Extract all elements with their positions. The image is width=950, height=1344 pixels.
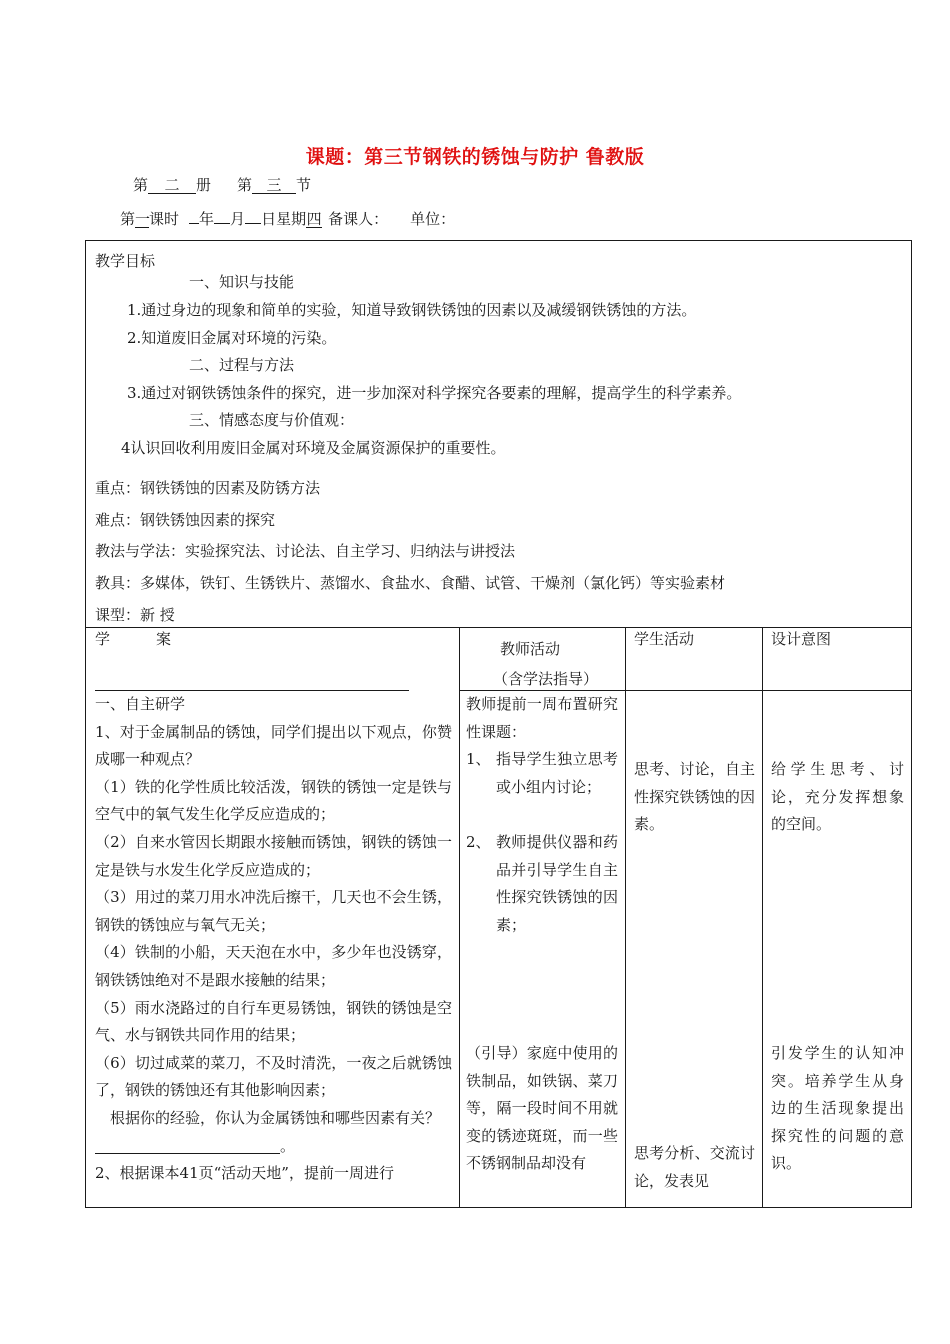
difficulty: 难点：钢铁锈蚀因素的探究	[95, 511, 276, 529]
col-divider-2	[625, 627, 626, 1208]
col2-teacher-intro: 教师提前一周布置研究性课题：	[466, 695, 618, 741]
volume-line	[133, 174, 311, 195]
objectives-section-2: 二、过程与方法	[189, 356, 295, 374]
volume-number: 二	[148, 177, 196, 194]
year-unit: 年	[199, 210, 215, 228]
header-design-intent: 设计意图	[771, 630, 832, 648]
day-label: 日星期	[261, 210, 307, 228]
teaching-tools: 教具：多媒体，铁钉、生锈铁片、蒸馏水、食盐水、食醋、试管、干燥剂（氯化钙）等实验素材	[95, 574, 726, 592]
objective-item-2: 2.知道废旧金属对环境的污染。	[127, 329, 337, 347]
col2-item-2: 教师提供仪器和药品并引导学生自主性探究铁锈蚀的因素；	[496, 833, 618, 934]
col3-activity-1: 思考、讨论，自主性探究铁锈蚀的因素。	[634, 760, 755, 834]
header-teacher-activity-note: （含学法指导）	[493, 670, 599, 688]
section-number: 三	[252, 177, 296, 194]
col1-viewpoint-1: （1）铁的化学性质比较活泼，钢铁的锈蚀一定是铁与空气中的氧气发生化学反应造成的；	[95, 777, 452, 824]
col-divider-3	[762, 627, 763, 1208]
col1-heading: 一、自主研学	[95, 695, 186, 713]
header-study-plan-b: 案	[156, 630, 172, 648]
objective-item-3: 3.通过对钢铁锈蚀条件的探究，进一步加深对科学探究各要素的理解，提高学生的科学素养。	[127, 384, 742, 402]
col1-viewpoint-2: （2）自来水管因长期跟水接触而锈蚀，钢铁的锈蚀一定是铁与水发生化学反应造成的；	[95, 832, 452, 879]
col2-item-2-number: 2、	[466, 833, 491, 851]
col3-activity-2: 思考分析、交流讨论，发表见	[634, 1144, 755, 1190]
col-divider-1	[459, 627, 460, 1208]
answer-blank	[95, 1139, 280, 1154]
header-teacher-activity: 教师活动	[500, 640, 561, 658]
objective-item-4: 4认识回收利用废旧金属对环境及金属资源保护的重要性。	[121, 439, 506, 457]
volume-prefix: 第	[133, 176, 149, 194]
objectives-section-1: 一、知识与技能	[189, 273, 295, 291]
col2-item-1-number: 1、	[466, 750, 491, 768]
lesson-prefix: 第	[120, 210, 136, 228]
teaching-methods: 教法与学法：实验探究法、讨论法、自主学习、归纳法与讲授法	[95, 542, 516, 560]
col1-question-2: 2、根据课本41页“活动天地”，提前一周进行	[95, 1164, 394, 1183]
page-title: 课题：第三节钢铁的锈蚀与防护 鲁教版	[305, 146, 645, 168]
section-prefix: 第	[237, 176, 253, 194]
header-study-plan-a: 学	[95, 630, 111, 648]
col1-prompt: 根据你的经验，你认为金属锈蚀和哪些因素有关？	[110, 1108, 441, 1127]
unit-label: 单位：	[410, 210, 456, 228]
lesson-unit: 课时	[149, 210, 180, 228]
lesson-line	[120, 208, 455, 229]
section-unit: 节	[296, 176, 312, 194]
year-blank	[189, 223, 199, 224]
col1-viewpoint-4: （4）铁制的小船，天天泡在水中，多少年也没锈穿，钢铁锈蚀绝对不是跟水接触的结果；	[95, 943, 452, 989]
lesson-number: 一	[135, 210, 151, 228]
preparer-label: 备课人：	[328, 210, 389, 228]
col1-answer-line	[95, 1133, 452, 1161]
volume-unit: 册	[196, 176, 212, 194]
col1-question-1: 1、对于金属制品的锈蚀，同学们提出以下观点，你赞成哪一种观点？	[95, 722, 452, 769]
day-blank	[245, 223, 261, 224]
col1-viewpoint-3: （3）用过的菜刀用水冲洗后擦干，几天也不会生锈，钢铁的锈蚀应与氧气无关；	[95, 888, 452, 934]
col4-intent-2: 引发学生的认知冲突。培养学生从身边的生活现象提出探究性的问题的意识。	[771, 1044, 904, 1173]
month-unit: 月	[230, 210, 246, 228]
col1-study-plan	[95, 691, 452, 1188]
header-student-activity: 学生活动	[634, 630, 695, 648]
col2-guidance: （引导）家庭中使用的铁制品，如铁锅、菜刀等，隔一段时间不用就变的锈迹斑斑，而一些不锈钢制品却没有	[466, 1044, 618, 1173]
key-point: 重点：钢铁锈蚀的因素及防锈方法	[95, 479, 321, 497]
month-blank	[214, 223, 230, 224]
col1-viewpoint-6: （6）切过咸菜的菜刀，不及时清洗，一夜之后就锈蚀了，钢铁的锈蚀还有其他影响因素；	[95, 1053, 452, 1100]
lesson-type: 课型：新 授	[95, 606, 175, 624]
col1-viewpoint-5: （5）雨水浇路过的自行车更易锈蚀，钢铁的锈蚀是空气、水与钢铁共同作用的结果；	[95, 998, 452, 1045]
objectives-heading: 教学目标	[95, 252, 156, 270]
answer-end: 。	[280, 1136, 296, 1155]
objectives-section-3: 三、情感态度与价值观：	[189, 411, 355, 429]
objective-item-1: 1.通过身边的现象和简单的实验，知道导致钢铁锈蚀的因素以及减缓钢铁锈蚀的方法。	[127, 301, 697, 319]
weekday: 四	[306, 210, 322, 228]
col2-item-1: 指导学生独立思考或小组内讨论；	[496, 750, 618, 796]
col4-intent-1: 给学生思考、讨论，充分发挥想象的空间。	[771, 760, 904, 834]
